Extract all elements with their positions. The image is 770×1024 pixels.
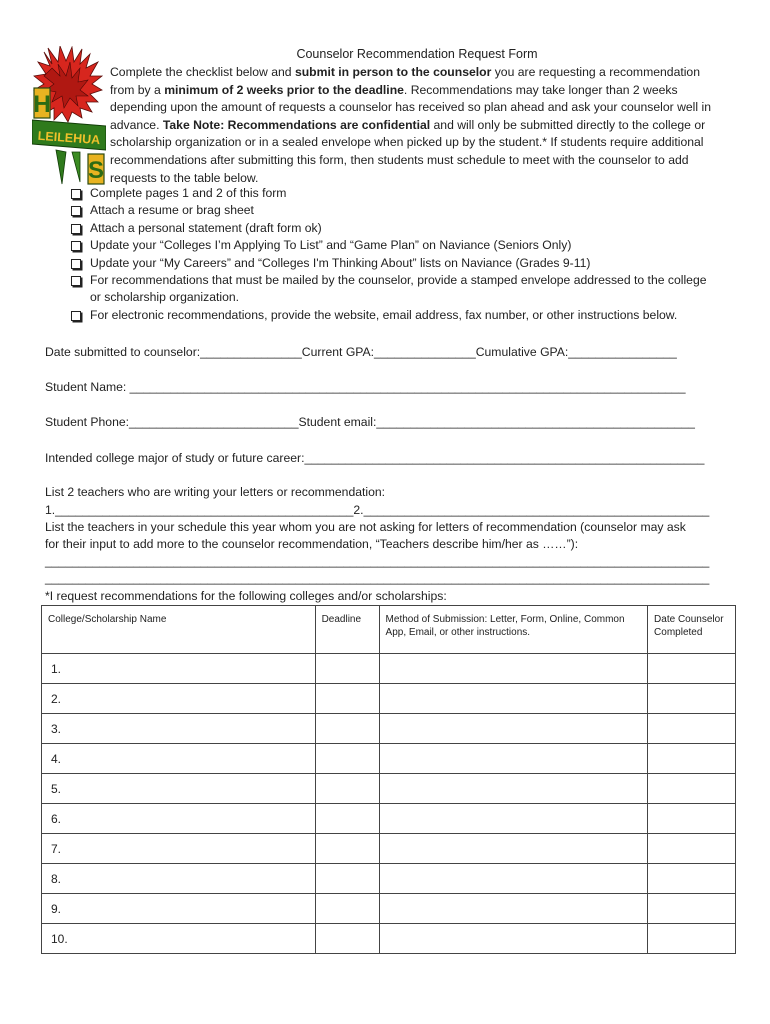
deadline-cell[interactable] xyxy=(315,774,379,804)
teachers-field[interactable]: 1.____________________________________________2.___________________________________________________ xyxy=(45,503,710,517)
method-cell[interactable] xyxy=(379,774,648,804)
request-label: *I request recommendations for the following colleges and/or scholarships: xyxy=(45,589,447,603)
deadline-cell[interactable] xyxy=(315,684,379,714)
checklist-item: For recommendations that must be mailed by the counselor, provide a stamped envelope addressed to the college or scholarship organization. xyxy=(70,272,710,307)
student-name-field[interactable]: Student Name: __________________________________________________________________________________ xyxy=(45,380,686,394)
row-number-cell[interactable]: 3. xyxy=(42,714,316,744)
checkbox-icon[interactable] xyxy=(71,276,81,286)
table-row xyxy=(42,744,736,774)
checklist-item: For electronic recommendations, provide the website, email address, fax number, or other instructions below. xyxy=(70,307,710,324)
row-number-cell[interactable]: 6. xyxy=(42,804,316,834)
row-number-cell[interactable]: 9. xyxy=(42,894,316,924)
intended-major-field[interactable]: Intended college major of study or future career:___________________________________________________________ xyxy=(45,451,705,465)
method-cell[interactable] xyxy=(379,714,648,744)
recommendation-table xyxy=(41,605,736,954)
table-row xyxy=(42,894,736,924)
table-row xyxy=(42,834,736,864)
checklist xyxy=(70,185,710,324)
checklist-item: Update your “My Careers” and “Colleges I'm Thinking About” lists on Naviance (Grades 9-11) xyxy=(70,255,710,272)
schedule-blank-line[interactable]: __________________________________________________________________________________________________ xyxy=(45,554,710,568)
row-number-cell[interactable]: 2. xyxy=(42,684,316,714)
checkbox-icon[interactable] xyxy=(71,206,81,216)
deadline-cell[interactable] xyxy=(315,864,379,894)
method-cell[interactable] xyxy=(379,684,648,714)
deadline-cell[interactable] xyxy=(315,924,379,954)
checklist-item: Attach a personal statement (draft form ok) xyxy=(70,220,710,237)
svg-text:S: S xyxy=(87,157,105,184)
row-number-cell[interactable]: 8. xyxy=(42,864,316,894)
method-cell[interactable] xyxy=(379,654,648,684)
table-row xyxy=(42,714,736,744)
date-completed-cell[interactable] xyxy=(648,864,736,894)
column-header: Date Counselor Completed xyxy=(648,606,736,654)
date-completed-cell[interactable] xyxy=(648,924,736,954)
schedule-blank-line[interactable]: __________________________________________________________________________________________________ xyxy=(45,571,710,585)
table-row xyxy=(42,774,736,804)
deadline-cell[interactable] xyxy=(315,834,379,864)
row-number-cell[interactable]: 1. xyxy=(42,654,316,684)
method-cell[interactable] xyxy=(379,834,648,864)
date-completed-cell[interactable] xyxy=(648,804,736,834)
method-cell[interactable] xyxy=(379,864,648,894)
date-completed-cell[interactable] xyxy=(648,774,736,804)
teachers-label: List 2 teachers who are writing your letters or recommendation: xyxy=(45,485,386,499)
student-phone-email-fields[interactable]: Student Phone:_________________________Student email:_______________________________________________ xyxy=(45,415,695,429)
date-completed-cell[interactable] xyxy=(648,834,736,864)
checkbox-icon[interactable] xyxy=(71,259,81,269)
table-row xyxy=(42,684,736,714)
deadline-cell[interactable] xyxy=(315,714,379,744)
row-number-cell[interactable]: 5. xyxy=(42,774,316,804)
method-cell[interactable] xyxy=(379,924,648,954)
method-cell[interactable] xyxy=(379,804,648,834)
row-number-cell[interactable]: 7. xyxy=(42,834,316,864)
row-number-cell[interactable]: 4. xyxy=(42,744,316,774)
table-row xyxy=(42,804,736,834)
date-completed-cell[interactable] xyxy=(648,654,736,684)
checklist-item: Update your “Colleges I’m Applying To List” and “Game Plan” on Naviance (Seniors Only) xyxy=(70,237,710,254)
checkbox-icon[interactable] xyxy=(71,311,81,321)
checkbox-icon[interactable] xyxy=(71,224,81,234)
date-completed-cell[interactable] xyxy=(648,894,736,924)
checkbox-icon[interactable] xyxy=(71,241,81,251)
deadline-cell[interactable] xyxy=(315,654,379,684)
date-completed-cell[interactable] xyxy=(648,684,736,714)
date-completed-cell[interactable] xyxy=(648,714,736,744)
checkbox-icon[interactable] xyxy=(71,189,81,199)
svg-text:H: H xyxy=(33,91,51,118)
form-title: Counselor Recommendation Request Form xyxy=(296,47,538,61)
deadline-cell[interactable] xyxy=(315,744,379,774)
method-cell[interactable] xyxy=(379,894,648,924)
column-header: Method of Submission: Letter, Form, Online, Common App, Email, or other instructions. xyxy=(379,606,648,654)
date-completed-cell[interactable] xyxy=(648,744,736,774)
table-row xyxy=(42,864,736,894)
intro-paragraph: Complete the checklist below and submit in person to the counselor you are requesting a recommendation from by a minimum of 2 weeks prior to the deadline. Recommendations may take longer than 2 weeks depending upon the amount of requests a counselor has received so plan ahead and ask your counselor well in advance. Take Note: Recommendations are confidential and will only be submitted directly to the college or scholarship organization or in a sealed envelope when picked up by the student.* If students require additional recommendations after submitting this form, then students must schedule to meet with the counselor to add requests to the table below. xyxy=(110,65,711,185)
checklist-item: Attach a resume or brag sheet xyxy=(70,202,710,219)
table-header-row xyxy=(42,606,736,654)
deadline-cell[interactable] xyxy=(315,804,379,834)
checklist-item: Complete pages 1 and 2 of this form xyxy=(70,185,710,202)
leilehua-logo xyxy=(32,46,106,186)
schedule-instructions-line2: for their input to add more to the counselor recommendation, “Teachers describe him/her as ……”): xyxy=(45,537,579,551)
date-gpa-fields[interactable]: Date submitted to counselor:_______________Current GPA:_______________Cumulative GPA:________________ xyxy=(45,345,677,359)
deadline-cell[interactable] xyxy=(315,894,379,924)
table-row xyxy=(42,654,736,684)
row-number-cell[interactable]: 10. xyxy=(42,924,316,954)
method-cell[interactable] xyxy=(379,744,648,774)
column-header: Deadline xyxy=(315,606,379,654)
schedule-instructions-line1: List the teachers in your schedule this year whom you are not asking for letters of recommendation (counselor may ask xyxy=(45,520,686,534)
logo-text: LEILEHUA xyxy=(37,128,101,148)
table-row xyxy=(42,924,736,954)
column-header: College/Scholarship Name xyxy=(42,606,316,654)
